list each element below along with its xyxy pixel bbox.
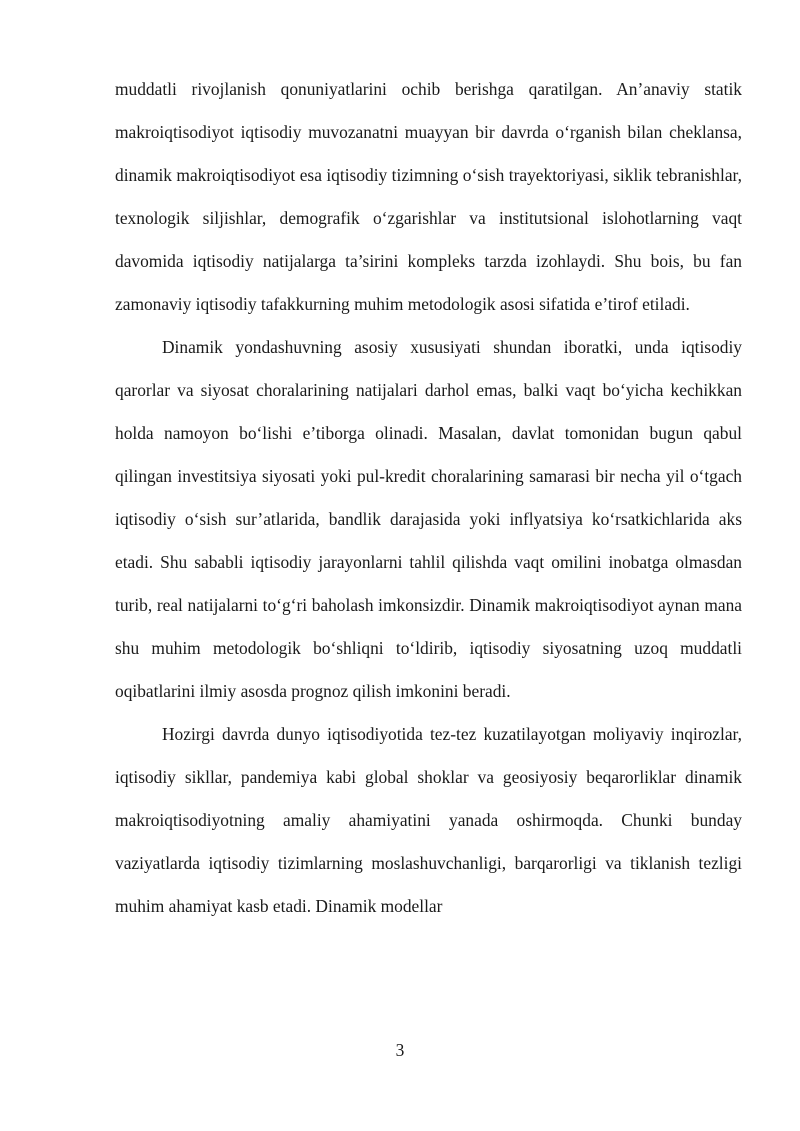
paragraph-1: muddatli rivojlanish qonuniyatlarini ochib berishga qaratilgan. An’anaviy statik makroiqtisodiyot iqtisodiy muvozanatni muayyan bir davrda o‘rganish bilan cheklansa, dinamik makroiqtisodiyot esa iqtisodiy tizimning o‘sish trayektoriyasi, siklik tebranishlar, texnologik siljishlar, demografik o‘zgarishlar va institutsional islohotlarning vaqt davomida iqtisodiy natijalarga ta’sirini kompleks tarzda izohlaydi. Shu bois, bu fan zamonaviy iqtisodiy tafakkurning muhim metodologik asosi sifatida e’tirof etiladi. xyxy=(115,79,742,314)
paragraph-2: Dinamik yondashuvning asosiy xususiyati shundan iboratki, unda iqtisodiy qarorlar va siyosat choralarining natijalari darhol emas, balki vaqt bo‘yicha kechikkan holda namoyon bo‘lishi e’tiborga olinadi. Masalan, davlat tomonidan bugun qabul qilingan investitsiya siyosati yoki pul-kredit choralarining samarasi bir necha yil o‘tgach iqtisodiy o‘sish sur’atlarida, bandlik darajasida yoki inflyatsiya ko‘rsatkichlarida aks etadi. Shu sababli iqtisodiy jarayonlarni tahlil qilishda vaqt omilini inobatga olmasdan turib, real natijalarni to‘g‘ri baholash imkonsizdir. Dinamik makroiqtisodiyot aynan mana shu muhim metodologik bo‘shliqni to‘ldirib, iqtisodiy siyosatning uzoq muddatli oqibatlarini ilmiy asosda prognoz qilish imkonini beradi. xyxy=(115,337,742,701)
document-body xyxy=(115,68,742,928)
paragraph-3: Hozirgi davrda dunyo iqtisodiyotida tez-tez kuzatilayotgan moliyaviy inqirozlar, iqtisodiy sikllar, pandemiya kabi global shoklar va geosiyosiy beqarorliklar dinamik makroiqtisodiyotning amaliy ahamiyatini yanada oshirmoqda. Chunki bunday vaziyatlarda iqtisodiy tizimlarning moslashuvchanligi, barqarorligi va tiklanish tezligi muhim ahamiyat kasb etadi. Dinamik modellar xyxy=(115,724,742,916)
page-number: 3 xyxy=(395,1040,405,1060)
